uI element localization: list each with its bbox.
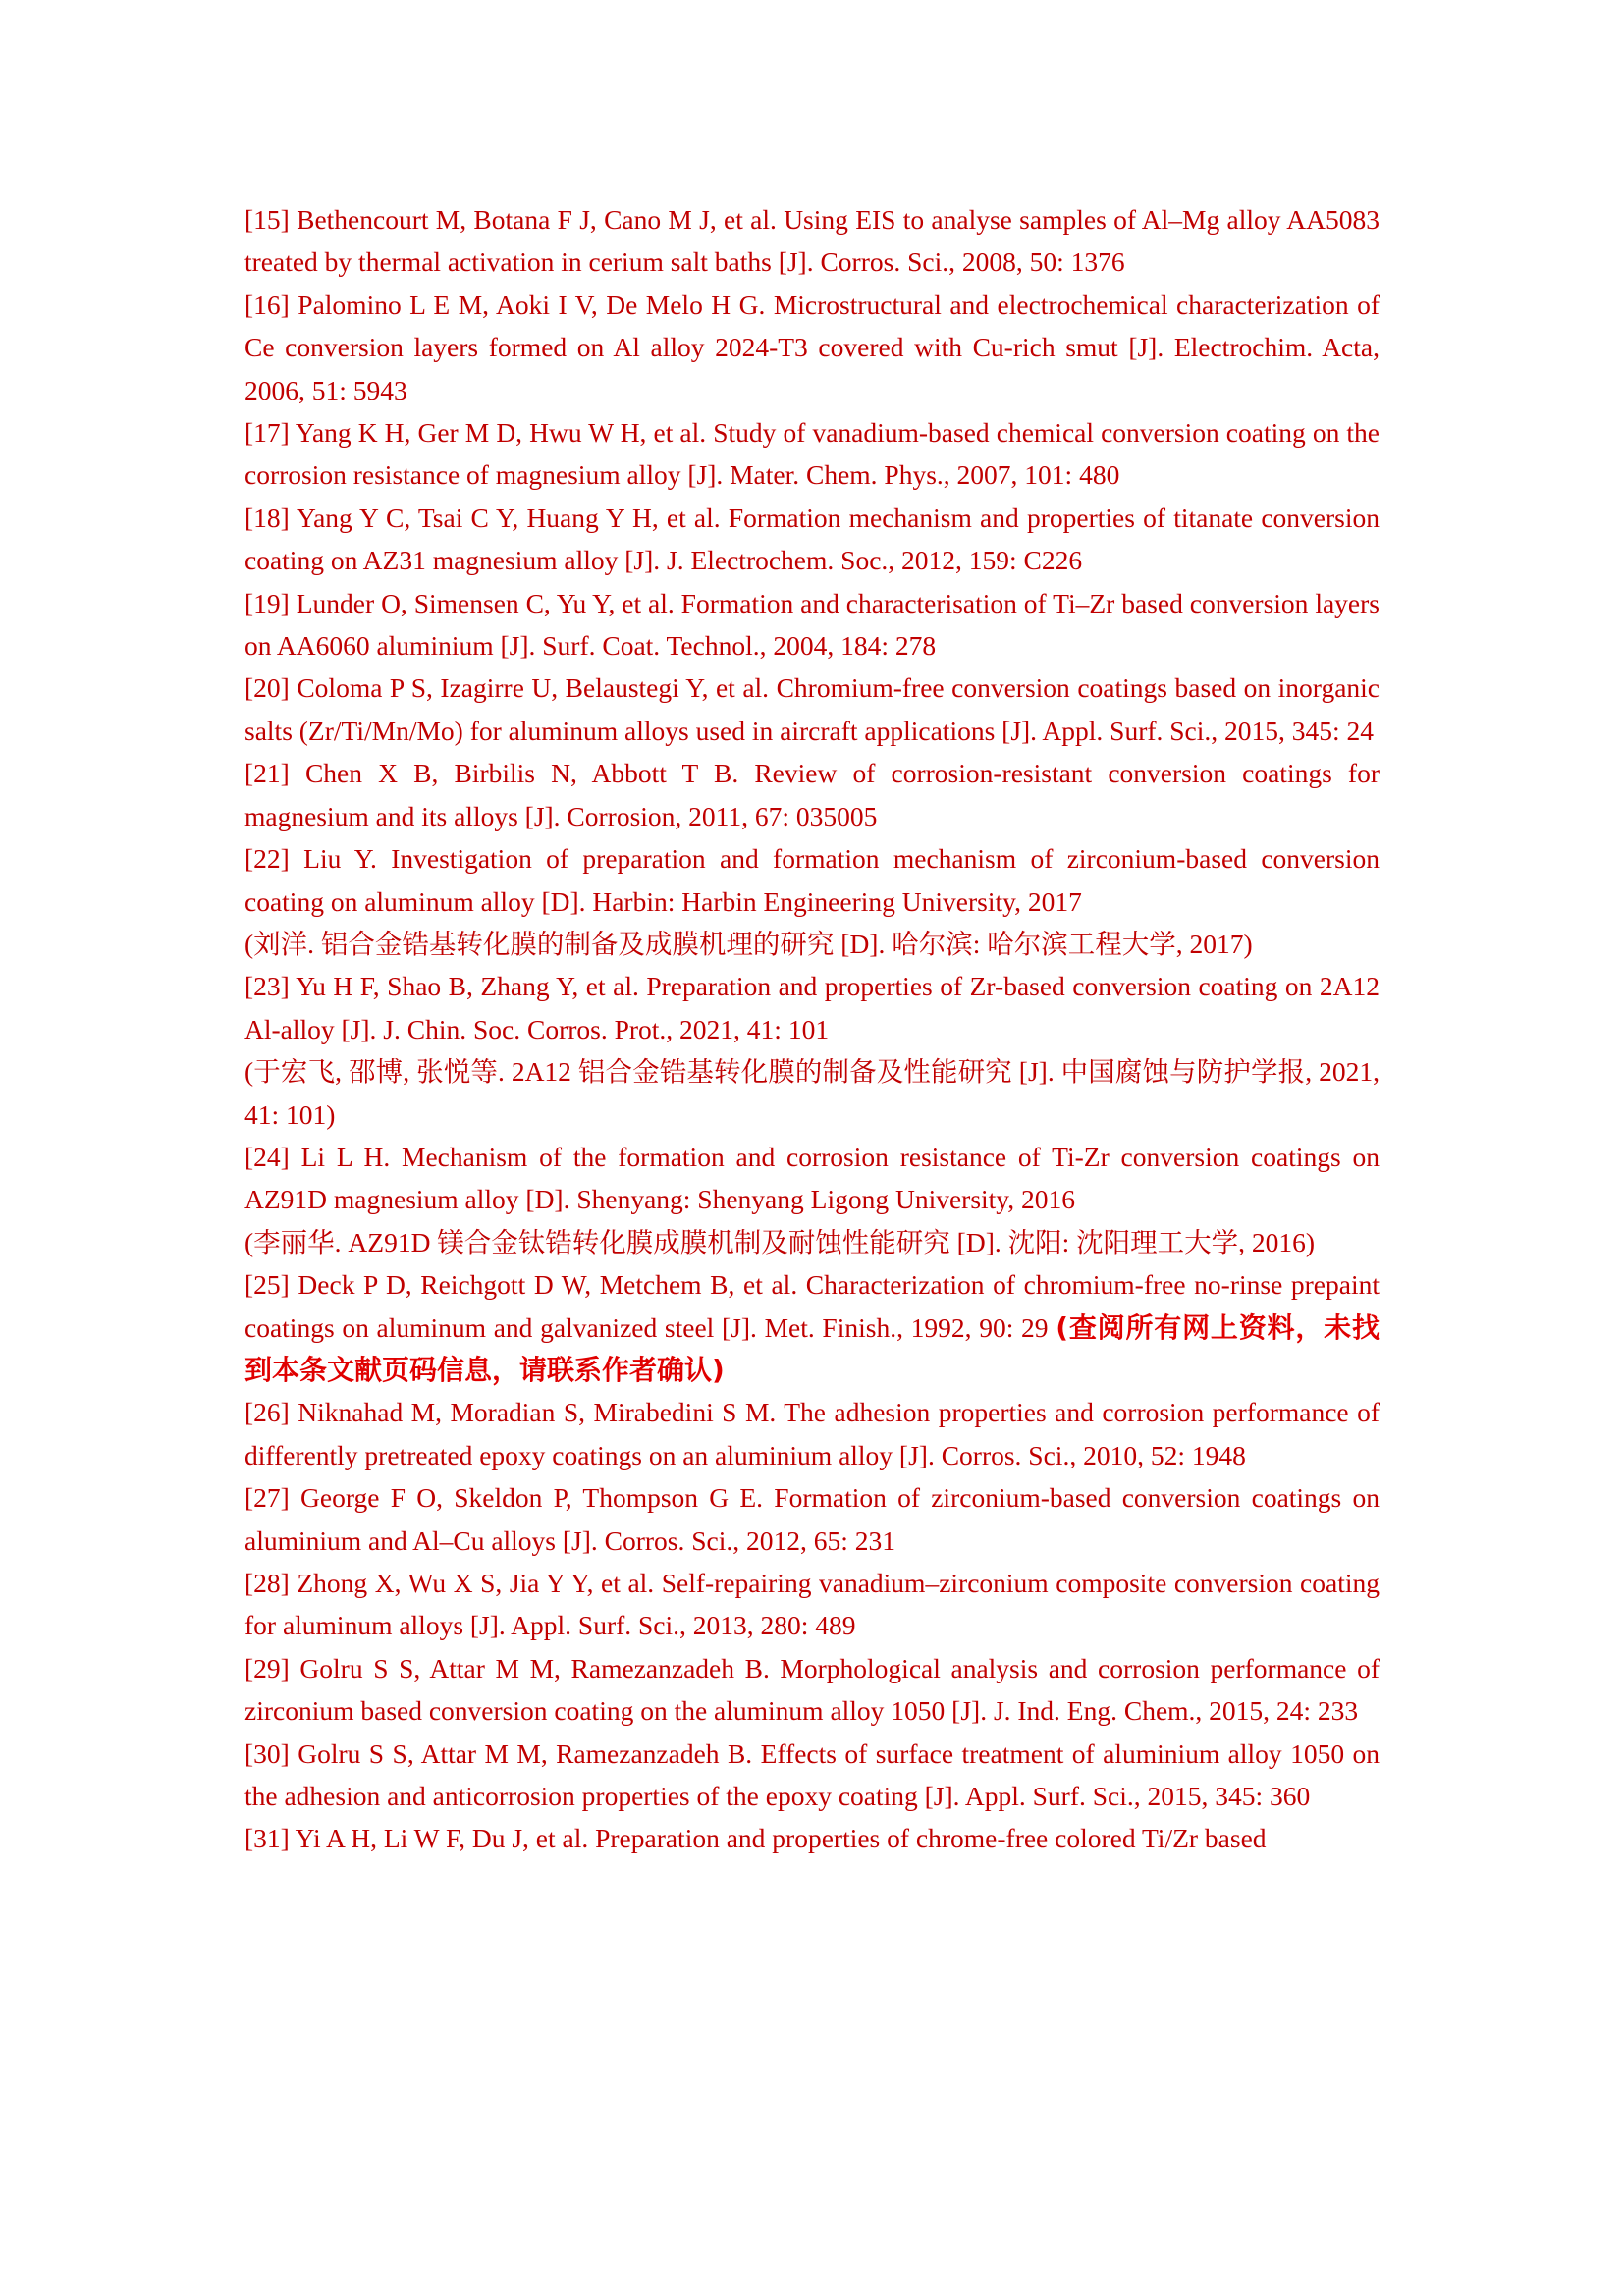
reference-chinese-text: (刘洋. 铝合金锆基转化膜的制备及成膜机理的研究 [D]. 哈尔滨: 哈尔滨工程大学, 2017) [244,928,1253,959]
reference-19 [244,582,1380,667]
reference-22 [244,837,1380,923]
reference-24-chinese [244,1221,1380,1263]
reference-28 [244,1562,1380,1647]
reference-list [244,198,1380,1860]
reference-16 [244,284,1380,411]
reference-text: [26] Niknahad M, Moradian S, Mirabedini S M. The adhesion properties and corrosion performance of differently pretreated epoxy coatings on an aluminium alloy [J]. Corros. Sci., 2010, 52: 1948 [244,1397,1380,1470]
reference-23 [244,965,1380,1050]
reference-17 [244,411,1380,497]
reference-30 [244,1733,1380,1818]
reference-18 [244,497,1380,582]
reference-text: [16] Palomino L E M, Aoki I V, De Melo H G. Microstructural and electrochemical characterization of Ce conversion layers formed on Al alloy 2024-T3 covered with Cu-rich smut [J]. Electrochim. Acta, 2006, 51: 5943 [244,289,1380,405]
reference-text: [18] Yang Y C, Tsai C Y, Huang Y H, et al. Formation mechanism and properties of titanate conversion coating on AZ31 magnesium alloy [J]. J. Electrochem. Soc., 2012, 159: C226 [244,502,1380,576]
reference-text: [31] Yi A H, Li W F, Du J, et al. Preparation and properties of chrome-free colored Ti/Zr based [244,1823,1267,1854]
reference-text: [23] Yu H F, Shao B, Zhang Y, et al. Preparation and properties of Zr-based conversion coating on 2A12 Al-alloy [J]. J. Chin. Soc. Corros. Prot., 2021, 41: 101 [244,971,1380,1044]
editor-note: (查阅所有网上资料，未找到本条文献页码信息，请联系作者确认) [244,1310,1380,1386]
reference-26 [244,1391,1380,1476]
reference-text: [19] Lunder O, Simensen C, Yu Y, et al. Formation and characterisation of Ti–Zr based conversion layers on AA6060 aluminium [J]. Surf. Coat. Technol., 2004, 184: 278 [244,587,1380,662]
reference-text: [22] Liu Y. Investigation of preparation and formation mechanism of zirconium-based conversion coating on aluminum alloy [D]. Harbin: Harbin Engineering University, 2017 [244,843,1380,917]
reference-chinese-text: (于宏飞, 邵博, 张悦等. 2A12 铝合金锆基转化膜的制备及性能研究 [J]. 中国腐蚀与防护学报, 2021, 41: 101) [244,1056,1380,1130]
reference-text: [24] Li L H. Mechanism of the formation and corrosion resistance of Ti-Zr conversion coatings on AZ91D magnesium alloy [D]. Shenyang: Shenyang Ligong University, 2016 [244,1141,1380,1215]
reference-29 [244,1647,1380,1733]
reference-21 [244,752,1380,837]
reference-text: [21] Chen X B, Birbilis N, Abbott T B. Review of corrosion-resistant conversion coatings for magnesium and its alloys [J]. Corrosion, 2011, 67: 035005 [244,758,1380,831]
reference-text: [28] Zhong X, Wu X S, Jia Y Y, et al. Self-repairing vanadium–zirconium composite conversion coating for aluminum alloys [J]. Appl. Surf. Sci., 2013, 280: 489 [244,1568,1380,1641]
reference-24 [244,1136,1380,1221]
reference-chinese-text: (李丽华. AZ91D 镁合金钛锆转化膜成膜机制及耐蚀性能研究 [D]. 沈阳: 沈阳理工大学, 2016) [244,1226,1316,1257]
reference-text: [30] Golru S S, Attar M M, Ramezanzadeh B. Effects of surface treatment of aluminium alloy 1050 on the adhesion and anticorrosion properties of the epoxy coating [J]. Appl. Surf. Sci., 2015, 345: 360 [244,1737,1380,1812]
reference-15 [244,198,1380,284]
reference-text: [27] George F O, Skeldon P, Thompson G E. Formation of zirconium-based conversion coatings on aluminium and Al–Cu alloys [J]. Corros. Sci., 2012, 65: 231 [244,1482,1380,1556]
reference-text: [15] Bethencourt M, Botana F J, Cano M J, et al. Using EIS to analyse samples of Al–Mg alloy AA5083 treated by thermal activation in cerium salt baths [J]. Corros. Sci., 2008, 50: 1376 [244,204,1380,278]
reference-20 [244,667,1380,752]
reference-23-chinese [244,1050,1380,1136]
reference-text: [20] Coloma P S, Izagirre U, Belaustegi Y, et al. Chromium-free conversion coatings based on inorganic salts (Zr/Ti/Mn/Mo) for aluminum alloys used in aircraft applications [J]. Appl. Surf. Sci., 2015, 345: 24 [244,672,1380,746]
reference-22-chinese [244,923,1380,965]
reference-text: [25] Deck P D, Reichgott D W, Metchem B, et al. Characterization of chromium-free no-rinse prepaint coatings on aluminum and galvanized steel [J]. Met. Finish., 1992, 90: 29 [244,1269,1380,1343]
reference-25 [244,1263,1380,1391]
reference-31 [244,1817,1380,1859]
reference-27 [244,1476,1380,1562]
reference-text: [17] Yang K H, Ger M D, Hwu W H, et al. Study of vanadium-based chemical conversion coating on the corrosion resistance of magnesium alloy [J]. Mater. Chem. Phys., 2007, 101: 480 [244,417,1380,491]
reference-text: [29] Golru S S, Attar M M, Ramezanzadeh B. Morphological analysis and corrosion performance of zirconium based conversion coating on the aluminum alloy 1050 [J]. J. Ind. Eng. Chem., 2015, 24: 233 [244,1652,1380,1727]
